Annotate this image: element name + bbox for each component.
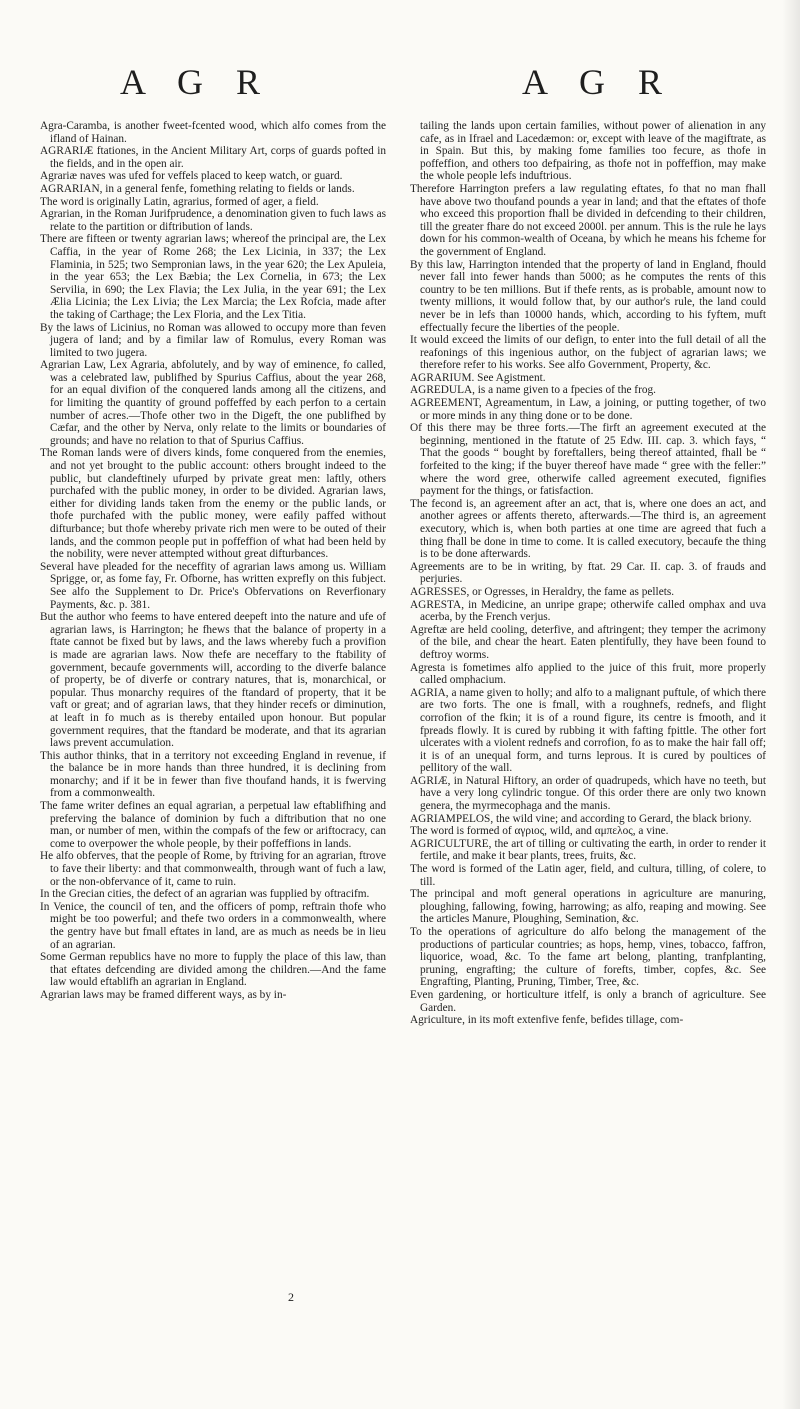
entry-paragraph: In Venice, the council of ten, and the officers of pomp, reftrain thofe who might be too powerful; and thefe two orders in a commonwealth, where the gentry have but fmall eftates in land, are as much as needs be in lieu of an agrarian. (40, 900, 386, 951)
entry-paragraph: The principal and moft general operations in agriculture are manuring, ploughing, fallowing, fowing, harrowing; as alfo, reaping and mowing. See the articles Manure, Ploughing, Semination, &c. (410, 888, 766, 926)
entry-paragraph: Agriculture, in its moft extenfive fenfe, befides tillage, com- (410, 1014, 684, 1027)
entry-paragraph: Agra-Caramba, is another fweet-fcented wood, which alfo comes from the ifland of Hainan. (40, 120, 386, 145)
entry-paragraph: By this law, Harrington intended that the property of land in England, fhould never fall into fewer hands than 5000; as he computes the rents of this country to be ten millions. But if thefe rents, as is probable, amount now to twenty millions, it would follow that, by our author's rule, the land could never be in lefs than 10000 hands, which, according to his fyftem, muft effectually fecure the liberties of the people. (410, 258, 766, 334)
page-number: 2 (288, 1290, 294, 1304)
entry-paragraph: AGRARIAN, in a general fenfe, fomething relating to fields or lands. (40, 182, 355, 195)
entry-paragraph: Agreftæ are held cooling, deterfive, and aftringent; they temper the acrimony of the bile, and chear the heart. Eaten plentifully, they have been found to deftroy worms. (410, 623, 766, 661)
entry-paragraph: Agrariæ naves was ufed for veffels placed to keep watch, or guard. (40, 170, 343, 183)
entry-paragraph: Of this there may be three forts.—The firft an agreement executed at the beginning, mentioned in the ftatute of 25 Edw. III. cap. 3. which fays, “ That the goods “ bought by foreftallers, being thereof attainted, fhall be “ forfeited to the king; if the buyer thereof have made “ gree with the feller:” where the word gree, otherwife called agreement executed, fignifies payment for the things, or fatisfaction. (410, 422, 766, 498)
entry-paragraph: AGRARIUM. See Agistment. (410, 371, 546, 384)
entry-paragraph: This author thinks, that in a territory not exceeding England in revenue, if the balance be in more hands than three hundred, it is declining from monarchy; and if it be in fewer than five thoufand hands, it is fwerving from a commonwealth. (40, 749, 386, 800)
entry-paragraph: AGRARIÆ ftationes, in the Ancient Military Art, corps of guards pofted in the fields, and in the open air. (40, 145, 386, 170)
entry-paragraph: AGREEMENT, Agreamentum, in Law, a joining, or putting together, of two or more minds in any thing done or to be done. (410, 397, 766, 422)
entry-paragraph: The Roman lands were of divers kinds, fome conquered from the enemies, and not yet brought to the public account: others brought indeed to the public, but clandeftinely ufurped by private great men: laftly, others purchafed with the public money, in order to be divided. Agrarian laws, either for dividing lands taken from the enemy or the public lands, or thofe purchafed with the public money, were eafily paffed without difturbance; but thofe whereby private rich men were to be outed of their lands, and the common people put in poffeffion of what had been held by the nobility, were never attempted without great difturbances. (40, 447, 386, 561)
entry-paragraph: Several have pleaded for the neceffity of agrarian laws among us. William Sprigge, or, as fome fay, Fr. Ofborne, has written exprefly on this fubject. See alfo the Supplement to Dr. Price's Obfervations on Reverfionary Payments, &c. p. 381. (40, 560, 386, 611)
entry-paragraph: Therefore Harrington prefers a law regulating eftates, fo that no man fhall have above two thoufand pounds a year in land; and that the eftates of thofe who exceed this proportion fhall be divided in defcending to their children, till the greater fhare do not exceed 2000l. per annum. This is the rule he lays down for his common-wealth of Oceana, by which he means his fcheme for the government of England. (410, 182, 766, 258)
entry-paragraph: AGREDULA, is a name given to a fpecies of the frog. (410, 384, 656, 397)
running-header (0, 62, 800, 102)
entry-paragraph: Some German republics have no more to fupply the place of this law, than that eftates defcending are divided among the children.—And the fame law would eftablifh an agrarian in England. (40, 951, 386, 989)
entry-paragraph: AGRIA, a name given to holly; and alfo to a malignant puftule, of which there are two forts. The one is fmall, with a roughnefs, rednefs, and flight corrofion of the fkin; it is of a round figure, its centre is fmooth, and it fpreads flowly. It is cured by rubbing it with fafting fpittle. The other fort ulcerates with a violent rednefs and corrofion, fo as to make the hair fall off; it is of an unequal form, and turns leprous. It is cured by poultices of pellitory of the wall. (410, 686, 766, 775)
entry-paragraph: He alfo obferves, that the people of Rome, by ftriving for an agrarian, ftrove to fave their liberty: and that commonwealth, through want of fuch a law, or the non-obfervance of it, came to ruin. (40, 850, 386, 888)
entry-paragraph: Agresta is fometimes alfo applied to the juice of this fruit, more properly called omphacium. (410, 661, 766, 687)
entry-paragraph: In the Grecian cities, the defect of an agrarian was fupplied by oftracifm. (40, 888, 370, 901)
entry-paragraph: AGRIÆ, in Natural Hiftory, an order of quadrupeds, which have no teeth, but have a very long cylindric tongue. Of this order there are only two known genera, the myrmecophaga and the manis. (410, 774, 766, 813)
left-guide-word: A G R (120, 62, 273, 102)
page-edge-shadow (782, 0, 800, 1409)
entry-paragraph: By the laws of Licinius, no Roman was allowed to occupy more than feven jugera of land; and by a fimilar law of Romulus, every Roman was limited to two jugera. (40, 321, 386, 359)
entry-paragraph: AGRIAMPELOS, the wild vine; and according to Gerard, the black briony. (410, 812, 752, 825)
entry-paragraph: Even gardening, or horticulture itfelf, is only a branch of agriculture. See Garden. (410, 988, 766, 1014)
entry-paragraph: The fame writer defines an equal agrarian, a perpetual law eftablifhing and preferving the balance of dominion by fuch a diftribution that no one man, or number of men, within the compafs of the few or ariftocracy, can come to overpower the whole people, by their poffeffions in lands. (40, 800, 386, 850)
entry-paragraph: It would exceed the limits of our defign, to enter into the full detail of all the reafonings of this ingenious author, on the fubject of agrarian laws; we therefore refer to his works. See alfo Government, Property, &c. (410, 334, 766, 372)
entry-paragraph: The fecond is, an agreement after an act, that is, where one does an act, and another agrees or affents thereto, afterwards.—The third is, an agreement executory, which is, when both parties at one time are agreed that fuch a thing fhall be done in time to come. It is called executory, becaufe the thing is to be done afterwards. (410, 497, 766, 561)
entry-paragraph: The word is formed of αγριος, wild, and αμπελος, a vine. (410, 825, 669, 838)
left-text-column (40, 120, 386, 1002)
entry-paragraph: AGRESSES, or Ogresses, in Heraldry, the fame as pellets. (410, 585, 675, 598)
entry-paragraph: Agrarian laws may be framed different ways, as by in- (40, 988, 287, 1001)
entry-paragraph: To the operations of agriculture do alfo belong the management of the productions of particular countries; as hops, hemp, vines, tobacco, faffron, liquorice, woad, &c. To the fame art belong, planting, tranfplanting, pruning, engrafting; the culture of forefts, timber, copfes, &c. See Engrafting, Planting, Pruning, Timber, Tree, &c. (410, 926, 766, 989)
entry-paragraph: The word is originally Latin, agrarius, formed of ager, a field. (40, 195, 319, 208)
entry-paragraph: Agreements are to be in writing, by ftat. 29 Car. II. cap. 3. of frauds and perjuries. (410, 560, 766, 586)
entry-paragraph: But the author who feems to have entered deepeft into the nature and ufe of agrarian laws, is Harrington; he fhews that the balance of property in a ftate cannot be fixed but by laws, and the laws whereby fuch a provifion is made are agrarian laws. Now thefe are neceffary to the ftability of government, becaufe governments will, according to the diverfe balance of property, be of diverfe or contrary natures, that is, monarchical, or popular. Thus monarchy requires of the ftandard of property, that it be vaft or great; and of agrarian laws, that they hinder recefs or diminution, at leaft in fo much as is thereby entailed upon honour. But popular government requires, that the ftandard be moderate, and that its agrarian laws prevent accumulation. (40, 611, 386, 750)
entry-paragraph: Agrarian Law, Lex Agraria, abfolutely, and by way of eminence, fo called, was a celebrated law, publifhed by Spurius Caffius, about the year 268, for an equal divifion of the conquered lands among all the citizens, and for limiting the quantity of ground poffeffed by each perfon to a certain number of acres.—Thofe other two in the Digeft, the one publifhed by Cæfar, and the other by Nerva, only relate to the limits or boundaries of grounds; and have no relation to that of Spurius Caffius. (40, 359, 386, 447)
entry-paragraph: There are fifteen or twenty agrarian laws; whereof the principal are, the Lex Caffia, in the year of Rome 268; the Lex Licinia, in 337; the Lex Flaminia, in 525; two Sempronian laws, in the year 620; the Lex Apuleia, in the year 653; the Lex Bæbia; the Lex Cornelia, in 673; the Lex Servilia, in 690; the Lex Flavia; the Lex Julia, in the year 691; the Lex Ælia Licinia; the Lex Livia; the Lex Marcia; the Lex Rofcia, made after the taking of Carthage; the Lex Floria, and the Lex Titia. (40, 233, 386, 321)
right-guide-word: A G R (522, 62, 675, 102)
entry-paragraph: AGRICULTURE, the art of tilling or cultivating the earth, in order to render it fertile, and make it bear plants, trees, fruits, &c. (410, 837, 766, 863)
entry-paragraph: tailing the lands upon certain families, without power of alienation in any cafe, as in Ifrael and Lacedæmon: or, except with leave of the magiftrate, as in Spain. But this, by making fome families too fecure, as thofe in poffeffion, and others too defpairing, as thofe not in poffeffion, may make the whole people lefs induftrious. (420, 120, 766, 183)
right-text-column (410, 120, 766, 1027)
entry-paragraph: Agrarian, in the Roman Jurifprudence, a denomination given to fuch laws as relate to the partition or diftribution of lands. (40, 208, 386, 233)
entry-paragraph: AGRESTA, in Medicine, an unripe grape; otherwife called omphax and uva acerba, by the French verjus. (410, 598, 766, 624)
entry-paragraph: The word is formed of the Latin ager, field, and cultura, tilling, of colere, to till. (410, 863, 766, 888)
